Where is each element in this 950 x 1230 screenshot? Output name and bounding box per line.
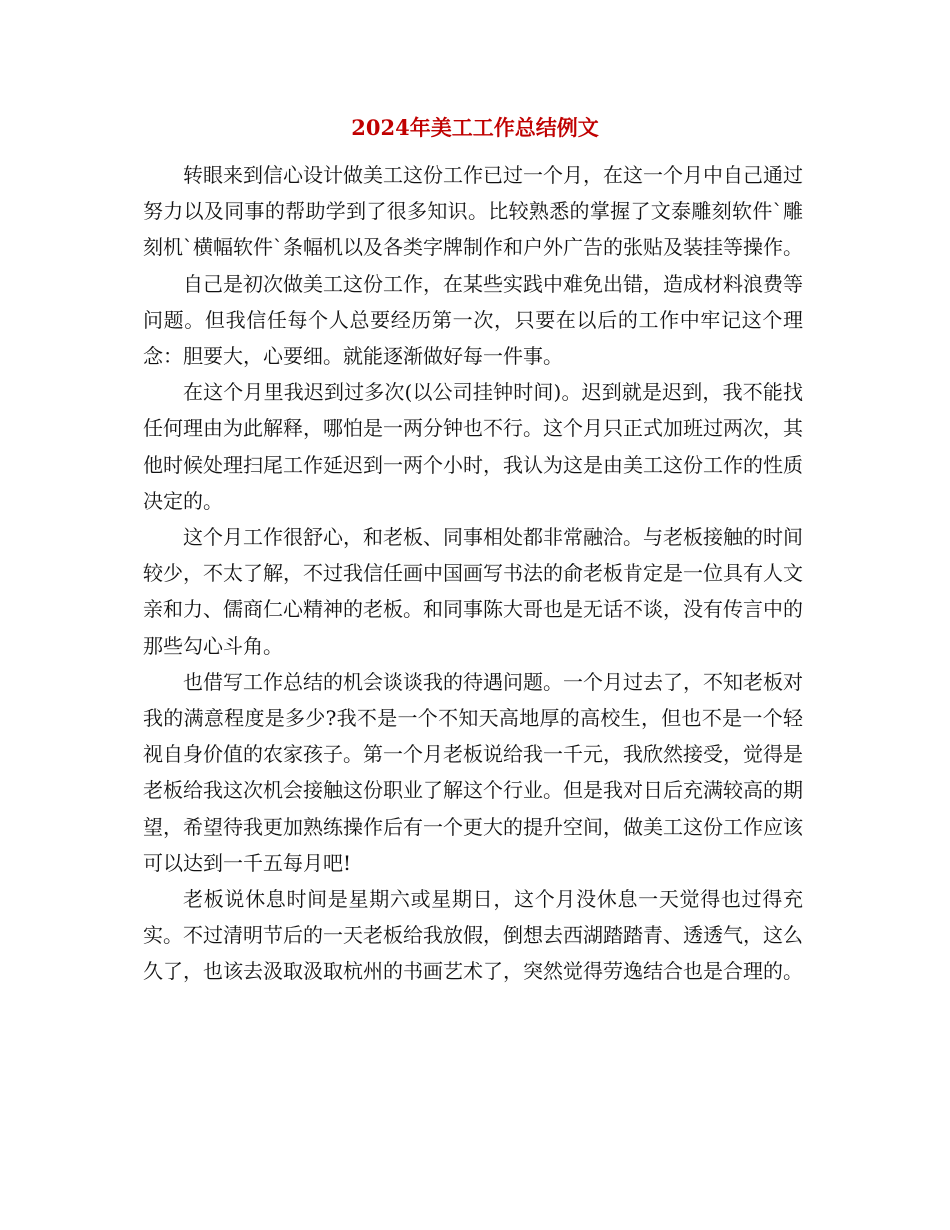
document-title: 2024年美工工作总结例文	[351, 115, 599, 140]
paragraph-2: 自己是初次做美工这份工作，在某些实践中难免出错，造成材料浪费等问题。但我信任每个人总要经历第一次，只要在以后的工作中牢记这个理念：胆要大，心要细。就能逐渐做好每一件事。	[143, 271, 803, 369]
paragraph-6: 老板说休息时间是星期六或星期日，这个月没休息一天觉得也过得充实。不过清明节后的一天老板给我放假，倒想去西湖踏踏青、透透气，这么久了，也该去汲取汲取杭州的书画艺术了，突然觉得劳逸结合也是合理的。	[143, 887, 803, 984]
paragraph-1: 转眼来到信心设计做美工这份工作已过一个月，在这一个月中自己通过努力以及同事的帮助学到了很多知识。比较熟悉的掌握了文泰雕刻软件`雕刻机`横幅软件`条幅机以及各类字牌制作和户外广告的张贴及装挂等操作。	[143, 163, 803, 260]
document-body	[143, 157, 803, 990]
paragraph-3: 在这个月里我迟到过多次(以公司挂钟时间)。迟到就是迟到，我不能找任何理由为此解释，哪怕是一两分钟也不行。这个月只正式加班过两次，其他时候处理扫尾工作延迟到一两个小时，我认为这是由美工这份工作的性质决定的。	[143, 380, 803, 513]
paragraph-4: 这个月工作很舒心，和老板、同事相处都非常融洽。与老板接触的时间较少，不太了解，不过我信任画中国画写书法的俞老板肯定是一位具有人文亲和力、儒商仁心精神的老板。和同事陈大哥也是无话不谈，没有传言中的那些勾心斗角。	[143, 525, 803, 658]
paragraph-5: 也借写工作总结的机会谈谈我的待遇问题。一个月过去了，不知老板对我的满意程度是多少?我不是一个不知天高地厚的高校生，但也不是一个轻视自身价值的农家孩子。第一个月老板说给我一千元，我欣然接受，觉得是老板给我这次机会接触这份职业了解这个行业。但是我对日后充满较高的期望，希望待我更加熟练操作后有一个更大的提升空间，做美工这份工作应该可以达到一千五每月吧!	[143, 669, 803, 875]
